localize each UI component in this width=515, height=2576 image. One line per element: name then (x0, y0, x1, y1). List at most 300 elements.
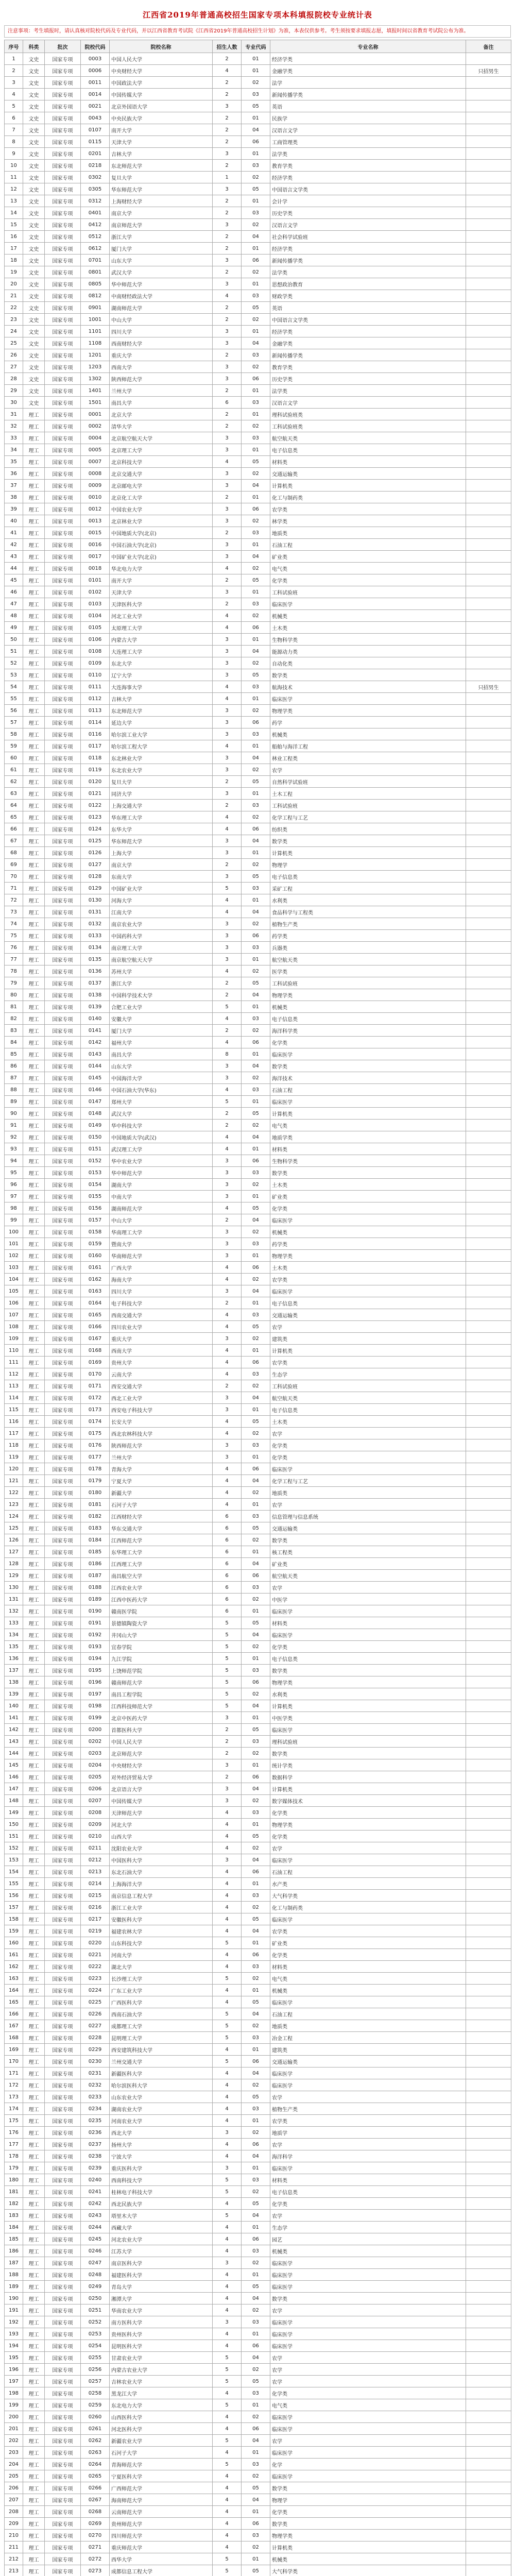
cell-remark (466, 776, 511, 788)
cell-category: 文史 (23, 89, 45, 100)
cell-school-name: 江南大学 (110, 906, 213, 918)
cell-index: 158 (5, 1913, 23, 1925)
cell-remark (466, 1511, 511, 1522)
cell-quota: 2 (213, 598, 242, 610)
cell-category: 理工 (23, 1120, 45, 1131)
cell-major-name: 理科试验班 (270, 1736, 466, 1748)
cell-major-name: 数学类 (270, 2293, 466, 2304)
cell-major-name: 建筑类 (270, 1333, 466, 1345)
cell-batch: 国家专项 (45, 65, 81, 77)
cell-category: 理工 (23, 1179, 45, 1191)
cell-school-code: 0263 (81, 2447, 110, 2459)
cell-school-code: 1203 (81, 361, 110, 373)
table-row (5, 432, 511, 444)
cell-major-name: 教育学类 (270, 160, 466, 172)
header-major-name: 专业名称 (270, 40, 466, 53)
cell-category: 理工 (23, 977, 45, 989)
table-row (5, 1368, 511, 1380)
cell-quota: 5 (213, 2210, 242, 2222)
cell-remark (466, 586, 511, 598)
table-row (5, 740, 511, 752)
cell-quota: 4 (213, 1013, 242, 1025)
table-row (5, 2447, 511, 2459)
table-row (5, 2328, 511, 2340)
table-row (5, 823, 511, 835)
cell-category: 理工 (23, 1688, 45, 1700)
cell-batch: 国家专项 (45, 420, 81, 432)
cell-remark (466, 148, 511, 160)
cell-category: 理工 (23, 2044, 45, 2056)
cell-major-code: 04 (242, 835, 270, 847)
table-row (5, 1546, 511, 1558)
cell-school-code: 0162 (81, 1274, 110, 1285)
cell-index: 131 (5, 1594, 23, 1605)
cell-category: 理工 (23, 2352, 45, 2364)
cell-major-name: 数字媒体技术 (270, 1795, 466, 1807)
table-row (5, 2067, 511, 2079)
cell-remark (466, 1037, 511, 1048)
cell-major-code: 01 (242, 1605, 270, 1617)
cell-major-name: 化学类 (270, 1641, 466, 1653)
cell-major-name: 临床医学 (270, 598, 466, 610)
cell-index: 176 (5, 2127, 23, 2139)
cell-major-name: 林业工程类 (270, 752, 466, 764)
cell-remark (466, 646, 511, 657)
cell-major-code: 01 (242, 1404, 270, 1416)
cell-category: 文史 (23, 195, 45, 207)
table-row (5, 444, 511, 456)
cell-category: 文史 (23, 278, 45, 290)
cell-school-code: 0256 (81, 2364, 110, 2376)
table-body (5, 53, 511, 2576)
cell-index: 200 (5, 2411, 23, 2423)
cell-index: 189 (5, 2281, 23, 2293)
cell-major-code: 04 (242, 1285, 270, 1297)
cell-remark (466, 100, 511, 112)
cell-major-name: 经济学类 (270, 243, 466, 255)
cell-batch: 国家专项 (45, 2541, 81, 2553)
cell-batch: 国家专项 (45, 1179, 81, 1191)
cell-major-name: 临床医学 (270, 1629, 466, 1641)
cell-remark (466, 278, 511, 290)
cell-index: 7 (5, 124, 23, 136)
cell-major-code: 01 (242, 444, 270, 456)
cell-school-name: 江西科技师范大学 (110, 1700, 213, 1712)
table-row (5, 420, 511, 432)
table-row (5, 646, 511, 657)
cell-major-name: 船舶与海洋工程 (270, 740, 466, 752)
cell-index: 134 (5, 1629, 23, 1641)
cell-batch: 国家专项 (45, 1878, 81, 1890)
cell-school-name: 大连理工大学 (110, 646, 213, 657)
cell-category: 理工 (23, 1724, 45, 1736)
table-row (5, 515, 511, 527)
cell-school-code: 0246 (81, 2245, 110, 2257)
cell-category: 理工 (23, 551, 45, 563)
cell-school-name: 北京师范大学 (110, 1748, 213, 1759)
cell-quota: 3 (213, 373, 242, 385)
cell-remark (466, 2565, 511, 2576)
cell-category: 理工 (23, 1534, 45, 1546)
cell-school-name: 中国矿业大学 (110, 883, 213, 894)
cell-major-name: 机械类 (270, 1985, 466, 1996)
cell-school-code: 0126 (81, 847, 110, 859)
cell-batch: 国家专项 (45, 740, 81, 752)
table-row (5, 598, 511, 610)
table-row (5, 1487, 511, 1499)
cell-index: 14 (5, 207, 23, 219)
cell-major-name: 农学 (270, 2210, 466, 2222)
cell-index: 15 (5, 219, 23, 231)
cell-major-code: 01 (242, 1985, 270, 1996)
cell-remark (466, 1807, 511, 1819)
cell-category: 理工 (23, 1700, 45, 1712)
cell-major-name: 化学类 (270, 1202, 466, 1214)
cell-school-name: 新疆医科大学 (110, 2067, 213, 2079)
cell-quota: 2 (213, 574, 242, 586)
cell-school-code: 0250 (81, 2293, 110, 2304)
document-page (4, 6, 511, 2576)
cell-major-code: 05 (242, 1416, 270, 1428)
cell-category: 理工 (23, 1096, 45, 1108)
cell-remark (466, 1096, 511, 1108)
cell-major-code: 02 (242, 563, 270, 574)
cell-school-name: 南昌大学 (110, 1048, 213, 1060)
table-row (5, 195, 511, 207)
cell-major-name: 矿业类 (270, 1191, 466, 1202)
cell-category: 理工 (23, 2103, 45, 2115)
cell-batch: 国家专项 (45, 2032, 81, 2044)
cell-index: 143 (5, 1736, 23, 1748)
cell-category: 理工 (23, 1783, 45, 1795)
cell-major-name: 农学 (270, 2435, 466, 2447)
cell-school-name: 赣南师范大学 (110, 1676, 213, 1688)
cell-index: 21 (5, 290, 23, 302)
cell-school-code: 0267 (81, 2494, 110, 2506)
cell-category: 理工 (23, 1463, 45, 1475)
cell-remark (466, 1724, 511, 1736)
cell-batch: 国家专项 (45, 2079, 81, 2091)
cell-quota: 5 (213, 2352, 242, 2364)
cell-remark (466, 728, 511, 740)
cell-category: 理工 (23, 1522, 45, 1534)
cell-batch: 国家专项 (45, 183, 81, 195)
cell-batch: 国家专项 (45, 2494, 81, 2506)
cell-school-name: 河北工业大学 (110, 610, 213, 622)
cell-major-name: 临床医学 (270, 2411, 466, 2423)
table-row (5, 2115, 511, 2127)
cell-remark (466, 136, 511, 148)
table-row (5, 2506, 511, 2518)
cell-school-code: 0901 (81, 302, 110, 314)
cell-remark (466, 2056, 511, 2067)
table-row (5, 1060, 511, 1072)
cell-school-code: 0142 (81, 1037, 110, 1048)
cell-remark (466, 2482, 511, 2494)
cell-major-name: 工科试验班 (270, 977, 466, 989)
cell-school-name: 江西财经大学 (110, 1511, 213, 1522)
cell-school-name: 山东农业大学 (110, 2091, 213, 2103)
cell-major-name: 新闻传播学类 (270, 255, 466, 266)
cell-school-name: 电子科技大学 (110, 1297, 213, 1309)
table-row (5, 764, 511, 776)
cell-remark (466, 823, 511, 835)
cell-quota: 4 (213, 2222, 242, 2233)
cell-remark (466, 266, 511, 278)
cell-quota: 4 (213, 894, 242, 906)
cell-major-name: 临床医学 (270, 1605, 466, 1617)
cell-school-code: 0175 (81, 1428, 110, 1439)
cell-major-code: 06 (242, 930, 270, 942)
cell-major-name: 法学 (270, 77, 466, 89)
cell-remark (466, 1001, 511, 1013)
cell-quota: 4 (213, 1842, 242, 1854)
cell-school-name: 成都信息工程大学 (110, 2565, 213, 2576)
cell-major-name: 数学类 (270, 1748, 466, 1759)
cell-school-code: 0254 (81, 2340, 110, 2352)
cell-index: 99 (5, 1214, 23, 1226)
cell-major-name: 物理学 (270, 859, 466, 871)
table-row (5, 1025, 511, 1037)
cell-category: 理工 (23, 468, 45, 480)
cell-school-code: 0265 (81, 2470, 110, 2482)
table-row (5, 2056, 511, 2067)
cell-batch: 国家专项 (45, 1985, 81, 1996)
cell-batch: 国家专项 (45, 1712, 81, 1724)
cell-school-name: 西华大学 (110, 2553, 213, 2565)
cell-major-code: 04 (242, 906, 270, 918)
cell-index: 88 (5, 1084, 23, 1096)
cell-major-code: 01 (242, 112, 270, 124)
cell-school-code: 0183 (81, 1522, 110, 1534)
cell-index: 35 (5, 456, 23, 468)
cell-major-name: 临床医学 (270, 2079, 466, 2091)
cell-major-code: 01 (242, 53, 270, 65)
cell-index: 195 (5, 2352, 23, 2364)
cell-major-name: 冶金工程 (270, 2032, 466, 2044)
cell-quota: 4 (213, 2494, 242, 2506)
cell-index: 125 (5, 1522, 23, 1534)
cell-school-name: 哈尔滨工程大学 (110, 740, 213, 752)
cell-school-code: 0119 (81, 764, 110, 776)
cell-major-code: 06 (242, 2423, 270, 2435)
cell-school-code: 1001 (81, 314, 110, 326)
cell-category: 理工 (23, 1866, 45, 1878)
cell-major-name: 中医学 (270, 1594, 466, 1605)
cell-major-code: 01 (242, 2269, 270, 2281)
cell-quota: 3 (213, 586, 242, 598)
cell-remark (466, 717, 511, 728)
cell-major-code: 03 (242, 1582, 270, 1594)
cell-category: 理工 (23, 432, 45, 444)
cell-quota: 2 (213, 160, 242, 172)
cell-school-code: 0188 (81, 1582, 110, 1594)
cell-batch: 国家专项 (45, 432, 81, 444)
cell-school-name: 上海财经大学 (110, 195, 213, 207)
cell-category: 理工 (23, 2553, 45, 2565)
cell-batch: 国家专项 (45, 1759, 81, 1771)
cell-batch: 国家专项 (45, 977, 81, 989)
cell-major-name: 电气类 (270, 1973, 466, 1985)
cell-category: 理工 (23, 847, 45, 859)
cell-quota: 4 (213, 1143, 242, 1155)
cell-school-name: 东南大学 (110, 871, 213, 883)
cell-index: 80 (5, 989, 23, 1001)
cell-major-name: 临床医学 (270, 1214, 466, 1226)
cell-index: 60 (5, 752, 23, 764)
cell-school-code: 1101 (81, 326, 110, 337)
cell-major-code: 05 (242, 1913, 270, 1925)
cell-major-name: 经济学类 (270, 326, 466, 337)
cell-remark (466, 1759, 511, 1771)
table-row (5, 2364, 511, 2376)
cell-school-name: 中南财经政法大学 (110, 290, 213, 302)
cell-batch: 国家专项 (45, 835, 81, 847)
table-row (5, 728, 511, 740)
cell-major-code: 03 (242, 207, 270, 219)
cell-category: 理工 (23, 1487, 45, 1499)
cell-remark (466, 2115, 511, 2127)
cell-school-name: 首都医科大学 (110, 1724, 213, 1736)
cell-index: 11 (5, 172, 23, 183)
table-row (5, 1333, 511, 1345)
cell-category: 理工 (23, 634, 45, 646)
cell-remark (466, 1143, 511, 1155)
cell-school-name: 东北电力大学 (110, 2399, 213, 2411)
cell-school-code: 0237 (81, 2139, 110, 2150)
cell-major-code: 04 (242, 2150, 270, 2162)
cell-major-name: 临床医学 (270, 1463, 466, 1475)
cell-school-name: 东北师范大学 (110, 705, 213, 717)
cell-category: 理工 (23, 646, 45, 657)
cell-batch: 国家专项 (45, 1807, 81, 1819)
cell-major-name: 海洋技术 (270, 1072, 466, 1084)
cell-school-code: 0116 (81, 728, 110, 740)
cell-quota: 4 (213, 740, 242, 752)
cell-school-name: 天津医科大学 (110, 598, 213, 610)
cell-major-code: 02 (242, 1072, 270, 1084)
cell-school-code: 0412 (81, 219, 110, 231)
cell-remark (466, 1013, 511, 1025)
cell-index: 156 (5, 1890, 23, 1902)
cell-major-name: 农学类 (270, 2115, 466, 2127)
table-row (5, 2541, 511, 2553)
cell-major-code: 02 (242, 1274, 270, 1285)
cell-quota: 2 (213, 1108, 242, 1120)
cell-quota: 4 (213, 2506, 242, 2518)
cell-batch: 国家专项 (45, 811, 81, 823)
cell-quota: 4 (213, 1961, 242, 1973)
cell-quota: 3 (213, 183, 242, 195)
cell-quota: 2 (213, 1025, 242, 1037)
cell-index: 170 (5, 2056, 23, 2067)
cell-quota: 2 (213, 1214, 242, 1226)
cell-remark (466, 2174, 511, 2186)
cell-major-name: 材料类 (270, 456, 466, 468)
cell-quota: 4 (213, 1262, 242, 1274)
table-row (5, 468, 511, 480)
cell-major-code: 02 (242, 1688, 270, 1700)
cell-remark (466, 1167, 511, 1179)
cell-batch: 国家专项 (45, 2423, 81, 2435)
table-row (5, 705, 511, 717)
table-row (5, 100, 511, 112)
cell-batch: 国家专项 (45, 337, 81, 349)
cell-quota: 4 (213, 456, 242, 468)
cell-index: 181 (5, 2186, 23, 2198)
cell-school-name: 北京语言大学 (110, 1783, 213, 1795)
cell-school-code: 0110 (81, 669, 110, 681)
cell-school-code: 0192 (81, 1629, 110, 1641)
cell-school-name: 太原理工大学 (110, 622, 213, 634)
cell-batch: 国家专项 (45, 965, 81, 977)
table-row (5, 290, 511, 302)
cell-school-code: 0207 (81, 1795, 110, 1807)
cell-school-code: 0146 (81, 1084, 110, 1096)
table-row (5, 1890, 511, 1902)
cell-batch: 国家专项 (45, 800, 81, 811)
cell-category: 理工 (23, 1214, 45, 1226)
cell-remark (466, 1357, 511, 1368)
cell-batch: 国家专项 (45, 2008, 81, 2020)
cell-major-code: 06 (242, 2518, 270, 2530)
cell-major-name: 计算机类 (270, 847, 466, 859)
cell-school-code: 0012 (81, 503, 110, 515)
cell-batch: 国家专项 (45, 1866, 81, 1878)
table-row (5, 2352, 511, 2364)
cell-index: 116 (5, 1416, 23, 1428)
cell-index: 188 (5, 2269, 23, 2281)
cell-batch: 国家专项 (45, 2435, 81, 2447)
cell-batch: 国家专项 (45, 1688, 81, 1700)
cell-major-name: 交通运输类 (270, 1522, 466, 1534)
cell-school-name: 西安电子科技大学 (110, 1404, 213, 1416)
cell-major-code: 06 (242, 823, 270, 835)
table-row (5, 349, 511, 361)
cell-quota: 2 (213, 859, 242, 871)
cell-batch: 国家专项 (45, 2411, 81, 2423)
cell-index: 49 (5, 622, 23, 634)
cell-remark (466, 1274, 511, 1285)
cell-remark (466, 1072, 511, 1084)
cell-school-code: 1501 (81, 397, 110, 409)
cell-index: 119 (5, 1451, 23, 1463)
cell-quota: 5 (213, 2364, 242, 2376)
cell-school-name: 南京农业大学 (110, 918, 213, 930)
cell-major-name: 矿业类 (270, 1558, 466, 1570)
cell-batch: 国家专项 (45, 894, 81, 906)
cell-category: 理工 (23, 1973, 45, 1985)
cell-quota: 4 (213, 1878, 242, 1890)
cell-major-name: 临床医学 (270, 2316, 466, 2328)
cell-index: 56 (5, 705, 23, 717)
cell-batch: 国家专项 (45, 1285, 81, 1297)
cell-remark (466, 515, 511, 527)
cell-remark (466, 2494, 511, 2506)
cell-batch: 国家专项 (45, 100, 81, 112)
table-row (5, 693, 511, 705)
cell-major-name: 电子信息类 (270, 1297, 466, 1309)
cell-school-code: 0222 (81, 1961, 110, 1973)
cell-index: 160 (5, 1937, 23, 1949)
cell-major-name: 农学 (270, 1842, 466, 1854)
cell-batch: 国家专项 (45, 2056, 81, 2067)
cell-school-code: 0008 (81, 468, 110, 480)
cell-school-name: 四川大学 (110, 326, 213, 337)
cell-major-name: 临床医学 (270, 1854, 466, 1866)
cell-major-name: 土木类 (270, 1179, 466, 1191)
cell-index: 65 (5, 811, 23, 823)
